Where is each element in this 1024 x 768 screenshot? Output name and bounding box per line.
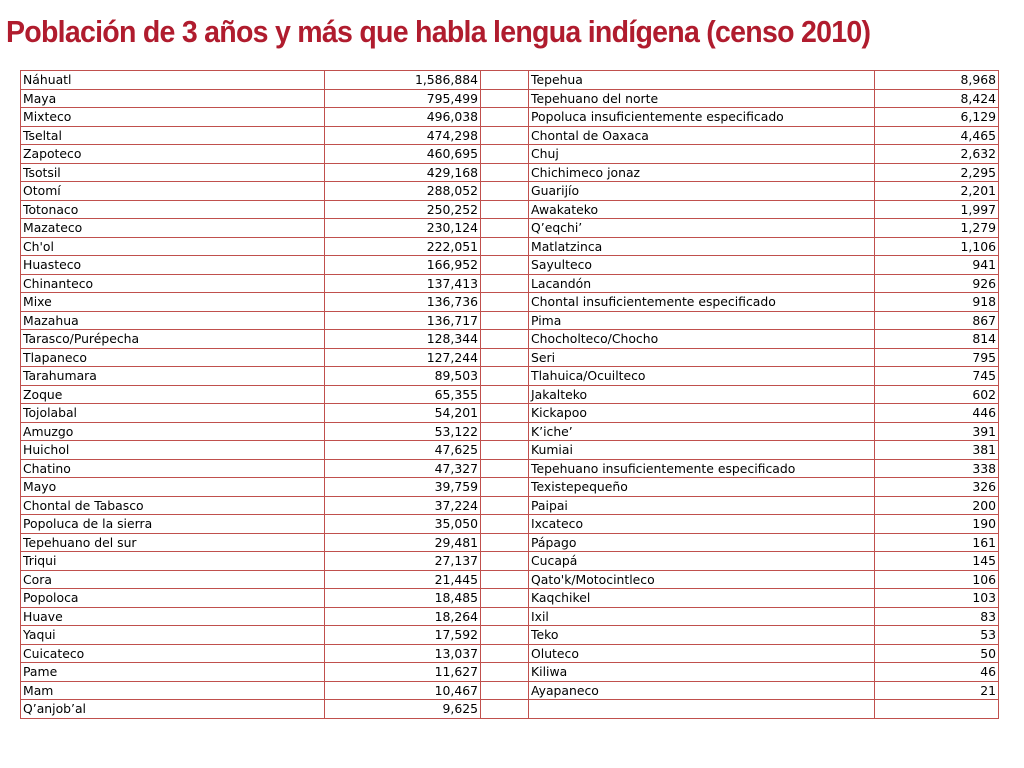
language-name-cell: Mayo [21,478,325,497]
table-row [21,182,999,201]
speaker-count-cell: 11,627 [325,663,481,682]
language-name-cell: Popoloca [21,589,325,608]
table-row [21,256,999,275]
table-row [21,330,999,349]
speaker-count-cell: 21 [875,681,999,700]
table-row [21,71,999,90]
speaker-count-cell: 54,201 [325,404,481,423]
speaker-count-cell: 166,952 [325,256,481,275]
table-row [21,200,999,219]
column-gap [481,145,529,164]
speaker-count-cell: 2,295 [875,163,999,182]
speaker-count-cell: 50 [875,644,999,663]
speaker-count-cell: 941 [875,256,999,275]
language-name-cell: Amuzgo [21,422,325,441]
table-row [21,108,999,127]
speaker-count-cell: 1,586,884 [325,71,481,90]
speaker-count-cell: 89,503 [325,367,481,386]
speaker-count-cell: 6,129 [875,108,999,127]
speaker-count-cell: 429,168 [325,163,481,182]
speaker-count-cell: 27,137 [325,552,481,571]
speaker-count-cell: 446 [875,404,999,423]
language-name-cell: Tlapaneco [21,348,325,367]
language-name-cell: Cora [21,570,325,589]
language-name-cell: Cuicateco [21,644,325,663]
table-row [21,145,999,164]
table-row [21,459,999,478]
language-name-cell: Totonaco [21,200,325,219]
speaker-count-cell: 338 [875,459,999,478]
language-name-cell: Huasteco [21,256,325,275]
language-name-cell: Kumiai [529,441,875,460]
speaker-count-cell: 161 [875,533,999,552]
language-name-cell: Chatino [21,459,325,478]
column-gap [481,422,529,441]
speaker-count-cell: 381 [875,441,999,460]
language-name-cell: Pame [21,663,325,682]
language-name-cell: Mazateco [21,219,325,238]
language-name-cell: Tarahumara [21,367,325,386]
language-name-cell: Triqui [21,552,325,571]
speaker-count-cell: 326 [875,478,999,497]
column-gap [481,256,529,275]
speaker-count-cell: 18,485 [325,589,481,608]
table-row [21,533,999,552]
speaker-count-cell [875,700,999,719]
language-name-cell: Chontal insuficientemente especificado [529,293,875,312]
column-gap [481,348,529,367]
table-row [21,422,999,441]
speaker-count-cell: 4,465 [875,126,999,145]
speaker-count-cell: 46 [875,663,999,682]
language-name-cell: Mam [21,681,325,700]
language-name-cell: Mixe [21,293,325,312]
speaker-count-cell: 145 [875,552,999,571]
table-row [21,348,999,367]
table-row [21,496,999,515]
table-row [21,644,999,663]
speaker-count-cell: 926 [875,274,999,293]
language-name-cell: Chuj [529,145,875,164]
column-gap [481,163,529,182]
table-row [21,126,999,145]
speaker-count-cell: 8,424 [875,89,999,108]
table-row [21,219,999,238]
language-name-cell: Tepehuano insuficientemente especificado [529,459,875,478]
language-name-cell: Chichimeco jonaz [529,163,875,182]
column-gap [481,533,529,552]
column-gap [481,200,529,219]
language-name-cell: Tseltal [21,126,325,145]
language-name-cell: K’iche’ [529,422,875,441]
speaker-count-cell: 10,467 [325,681,481,700]
language-name-cell: Q’eqchi’ [529,219,875,238]
table-row [21,700,999,719]
language-name-cell: Ayapaneco [529,681,875,700]
language-name-cell: Teko [529,626,875,645]
speaker-count-cell: 39,759 [325,478,481,497]
page-title: Población de 3 años y más que habla lengua indígena (censo 2010) [6,14,871,49]
speaker-count-cell: 29,481 [325,533,481,552]
language-name-cell [529,700,875,719]
speaker-count-cell: 814 [875,330,999,349]
table-row [21,274,999,293]
speaker-count-cell: 21,445 [325,570,481,589]
column-gap [481,219,529,238]
language-name-cell: Mazahua [21,311,325,330]
column-gap [481,367,529,386]
column-gap [481,626,529,645]
speaker-count-cell: 745 [875,367,999,386]
column-gap [481,589,529,608]
table-row [21,441,999,460]
language-name-cell: Tsotsil [21,163,325,182]
column-gap [481,496,529,515]
speaker-count-cell: 9,625 [325,700,481,719]
column-gap [481,182,529,201]
language-name-cell: Guarijío [529,182,875,201]
language-name-cell: Cucapá [529,552,875,571]
speaker-count-cell: 53,122 [325,422,481,441]
speaker-count-cell: 127,244 [325,348,481,367]
language-name-cell: Huichol [21,441,325,460]
column-gap [481,459,529,478]
speaker-count-cell: 37,224 [325,496,481,515]
speaker-count-cell: 200 [875,496,999,515]
speaker-count-cell: 1,279 [875,219,999,238]
column-gap [481,644,529,663]
column-gap [481,681,529,700]
language-name-cell: Náhuatl [21,71,325,90]
language-name-cell: Ch'ol [21,237,325,256]
speaker-count-cell: 65,355 [325,385,481,404]
column-gap [481,293,529,312]
language-name-cell: Otomí [21,182,325,201]
speaker-count-cell: 2,632 [875,145,999,164]
language-name-cell: Qato'k/Motocintleco [529,570,875,589]
speaker-count-cell: 391 [875,422,999,441]
language-name-cell: Tepehua [529,71,875,90]
table-row [21,515,999,534]
speaker-count-cell: 460,695 [325,145,481,164]
table-row [21,293,999,312]
language-name-cell: Chontal de Tabasco [21,496,325,515]
language-name-cell: Lacandón [529,274,875,293]
speaker-count-cell: 47,327 [325,459,481,478]
language-name-cell: Pima [529,311,875,330]
language-name-cell: Ixcateco [529,515,875,534]
speaker-count-cell: 795 [875,348,999,367]
language-name-cell: Kickapoo [529,404,875,423]
column-gap [481,311,529,330]
speaker-count-cell: 230,124 [325,219,481,238]
language-name-cell: Q’anjob’al [21,700,325,719]
language-name-cell: Seri [529,348,875,367]
speaker-count-cell: 2,201 [875,182,999,201]
language-name-cell: Chontal de Oaxaca [529,126,875,145]
language-name-cell: Kiliwa [529,663,875,682]
language-name-cell: Pápago [529,533,875,552]
language-name-cell: Chinanteco [21,274,325,293]
speaker-count-cell: 474,298 [325,126,481,145]
speaker-count-cell: 35,050 [325,515,481,534]
column-gap [481,71,529,90]
language-name-cell: Texistepequeño [529,478,875,497]
table-row [21,163,999,182]
column-gap [481,385,529,404]
speaker-count-cell: 795,499 [325,89,481,108]
language-name-cell: Ixil [529,607,875,626]
table-row [21,404,999,423]
language-name-cell: Awakateko [529,200,875,219]
language-name-cell: Zapoteco [21,145,325,164]
language-name-cell: Mixteco [21,108,325,127]
speaker-count-cell: 602 [875,385,999,404]
speaker-count-cell: 103 [875,589,999,608]
speaker-count-cell: 222,051 [325,237,481,256]
language-name-cell: Popoluca insuficientemente especificado [529,108,875,127]
speaker-count-cell: 136,736 [325,293,481,312]
speaker-count-cell: 288,052 [325,182,481,201]
speaker-count-cell: 18,264 [325,607,481,626]
speaker-count-cell: 53 [875,626,999,645]
language-name-cell: Popoluca de la sierra [21,515,325,534]
column-gap [481,108,529,127]
language-name-cell: Sayulteco [529,256,875,275]
language-name-cell: Matlatzinca [529,237,875,256]
column-gap [481,330,529,349]
language-name-cell: Oluteco [529,644,875,663]
language-name-cell: Tepehuano del norte [529,89,875,108]
speaker-count-cell: 1,997 [875,200,999,219]
speaker-count-cell: 47,625 [325,441,481,460]
column-gap [481,552,529,571]
table-row [21,681,999,700]
table-row [21,589,999,608]
language-name-cell: Paipai [529,496,875,515]
table-row [21,607,999,626]
speaker-count-cell: 867 [875,311,999,330]
speaker-count-cell: 128,344 [325,330,481,349]
speaker-count-cell: 496,038 [325,108,481,127]
speaker-count-cell: 918 [875,293,999,312]
table-row [21,663,999,682]
language-name-cell: Tepehuano del sur [21,533,325,552]
table-row [21,570,999,589]
column-gap [481,663,529,682]
speaker-count-cell: 8,968 [875,71,999,90]
column-gap [481,441,529,460]
speaker-count-cell: 250,252 [325,200,481,219]
language-name-cell: Kaqchikel [529,589,875,608]
table-row [21,89,999,108]
speaker-count-cell: 13,037 [325,644,481,663]
speaker-count-cell: 136,717 [325,311,481,330]
table-row [21,385,999,404]
speaker-count-cell: 83 [875,607,999,626]
language-population-table [20,70,999,719]
speaker-count-cell: 1,106 [875,237,999,256]
table-row [21,626,999,645]
language-name-cell: Chocholteco/Chocho [529,330,875,349]
column-gap [481,126,529,145]
language-name-cell: Maya [21,89,325,108]
table-row [21,552,999,571]
table-row [21,367,999,386]
column-gap [481,404,529,423]
speaker-count-cell: 17,592 [325,626,481,645]
column-gap [481,570,529,589]
column-gap [481,607,529,626]
table-row [21,311,999,330]
column-gap [481,274,529,293]
table-row [21,478,999,497]
language-name-cell: Zoque [21,385,325,404]
speaker-count-cell: 137,413 [325,274,481,293]
language-name-cell: Jakalteko [529,385,875,404]
column-gap [481,515,529,534]
speaker-count-cell: 106 [875,570,999,589]
table-row [21,237,999,256]
column-gap [481,89,529,108]
language-name-cell: Yaqui [21,626,325,645]
speaker-count-cell: 190 [875,515,999,534]
table-body [21,71,999,719]
language-name-cell: Huave [21,607,325,626]
language-name-cell: Tojolabal [21,404,325,423]
column-gap [481,700,529,719]
language-name-cell: Tarasco/Purépecha [21,330,325,349]
column-gap [481,478,529,497]
language-name-cell: Tlahuica/Ocuilteco [529,367,875,386]
column-gap [481,237,529,256]
